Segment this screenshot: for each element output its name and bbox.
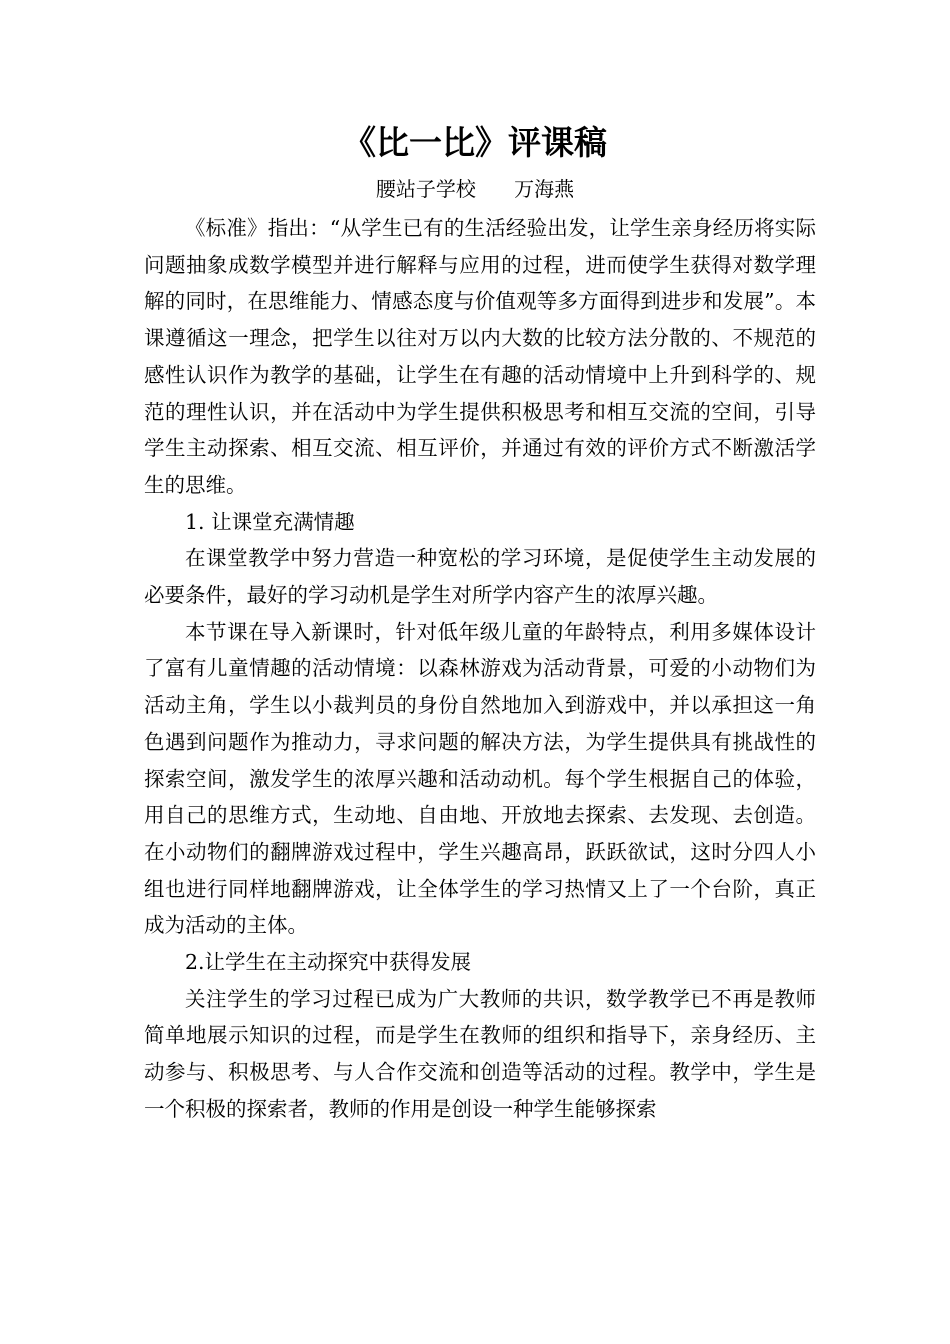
paragraph-intro: 《标准》指出：“从学生已有的生活经验出发，让学生亲身经历将实际问题抽象成数学模型并进行解释与应用的过程，进而使学生获得对数学理解的同时，在思维能力、情感态度与价值观等多方面得到进步和发展”。本课遵循这一理念，把学生以往对万以内大数的比较方法分散的、不规范的感性认识作为教学的基础，让学生在有趣的活动情境中上升到科学的、规范的理性认识，并在活动中为学生提供积极思考和相互交流的空间，引导学生主动探索、相互交流、相互评价，并通过有效的评价方式不断激活学生的思维。 bbox=[144, 216, 816, 497]
paragraph-environment: 在课堂教学中努力营造一种宽松的学习环境，是促使学生主动发展的必要条件，最好的学习动机是学生对所学内容产生的浓厚兴趣。 bbox=[144, 546, 816, 608]
section-heading-1: 1. 让课堂充满情趣 bbox=[185, 509, 355, 534]
author-line: 腰站子学校 万海燕 bbox=[375, 177, 575, 201]
document-title: 《比一比》评课稿 bbox=[343, 123, 607, 162]
section-heading-2: 2.让学生在主动探究中获得发展 bbox=[185, 950, 472, 975]
paragraph-lesson-intro: 本节课在导入新课时，针对低年级儿童的年龄特点，利用多媒体设计了富有儿童情趣的活动情境：以森林游戏为活动背景，可爱的小动物们为活动主角，学生以小裁判员的身份自然地加入到游戏中，并以承担这一角色遇到问题作为推动力，寻求问题的解决方法，为学生提供具有挑战性的探索空间，激发学生的浓厚兴趣和活动动机。每个学生根据自己的体验，用自己的思维方式，生动地、自由地、开放地去探索、去发现、去创造。在小动物们的翻牌游戏过程中，学生兴趣高昂，跃跃欲试，这时分四人小组也进行同样地翻牌游戏，让全体学生的学习热情又上了一个台阶，真正成为活动的主体。 bbox=[144, 619, 816, 938]
document-body bbox=[144, 210, 816, 1128]
paragraph-learning-process: 关注学生的学习过程已成为广大教师的共识，数学教学已不再是教师简单地展示知识的过程，而是学生在教师的组织和指导下，亲身经历、主动参与、积极思考、与人合作交流和创造等活动的过程。教学中，学生是一个积极的探索者，教师的作用是创设一种学生能够探索 bbox=[144, 986, 816, 1121]
